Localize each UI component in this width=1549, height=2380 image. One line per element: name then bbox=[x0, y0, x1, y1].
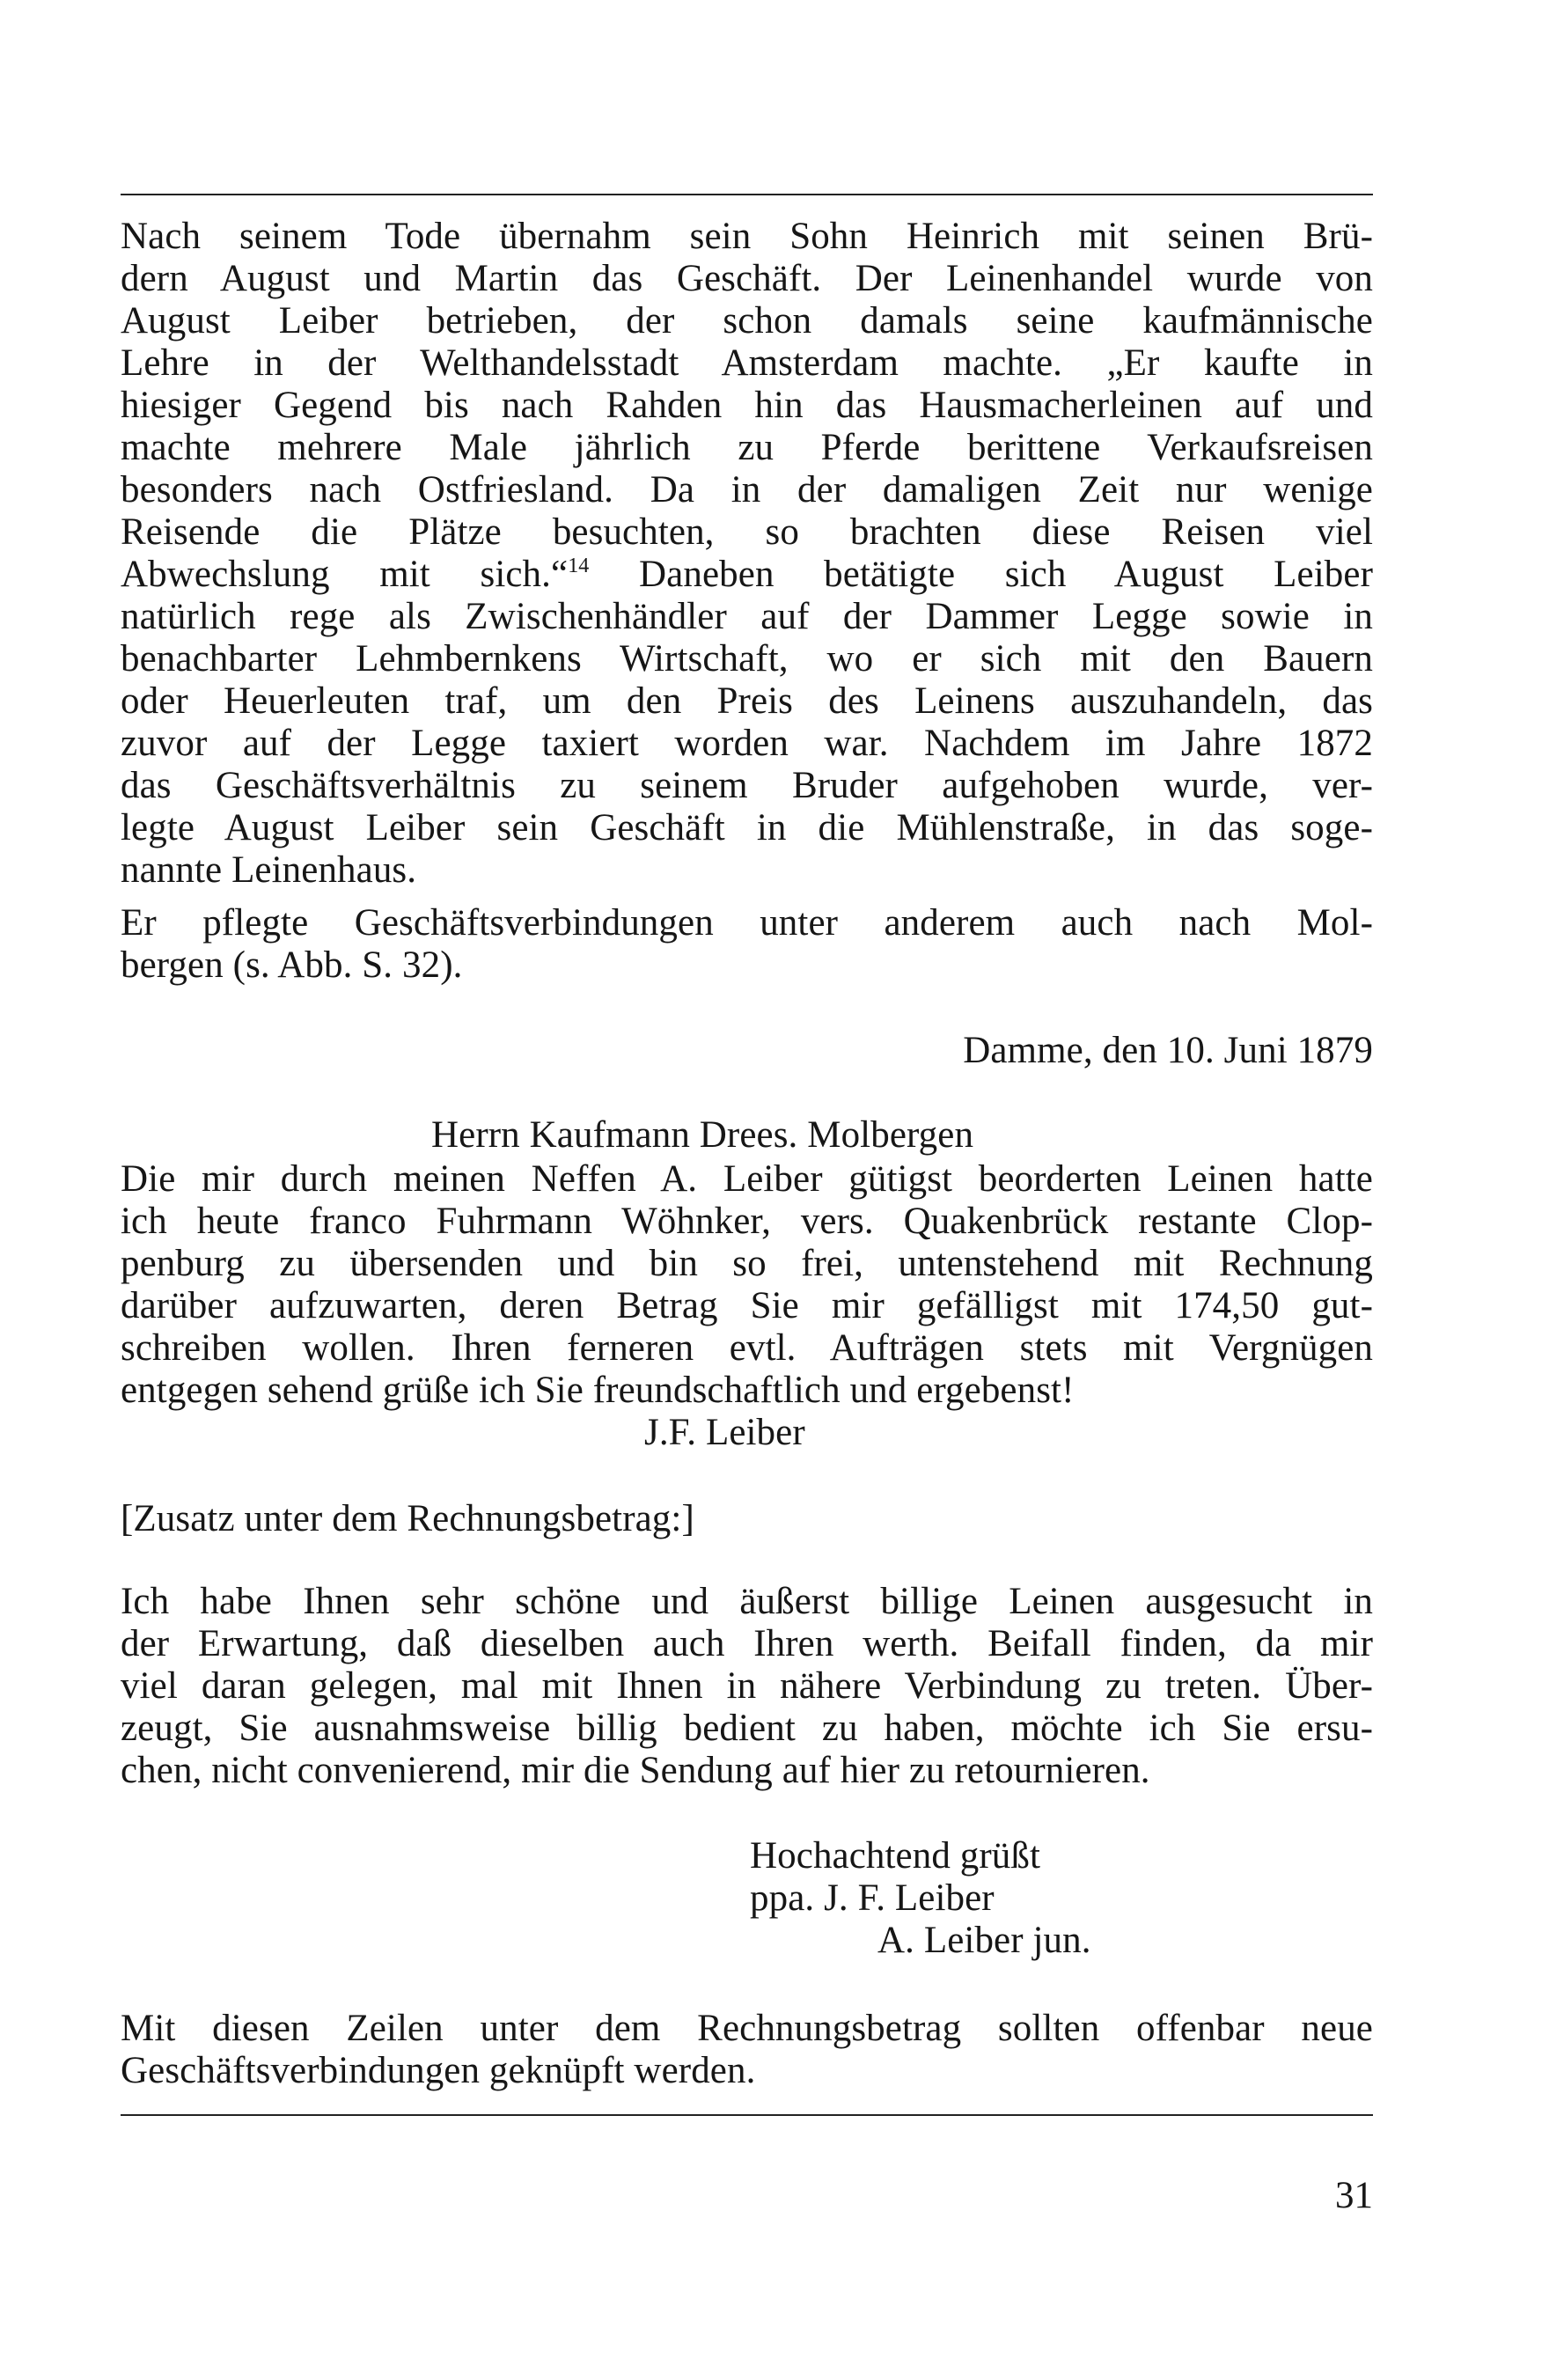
text-line: entgegen sehend grüße ich Sie freundschaftlich und ergebenst! bbox=[121, 1370, 1075, 1411]
closing-line: A. Leiber jun. bbox=[877, 1920, 1091, 1961]
addressee-text: Herrn Kaufmann Drees. Molbergen bbox=[431, 1114, 974, 1156]
addendum-paragraph bbox=[121, 1581, 1373, 1792]
text-line: Ich habe Ihnen sehr schöne und äußerst billige Leinen ausgesucht in bbox=[121, 1581, 1373, 1622]
text-line: Die mir durch meinen Neffen A. Leiber gütigst beorderten Leinen hatte bbox=[121, 1158, 1373, 1200]
text-line: nannte Leinenhaus. bbox=[121, 849, 417, 891]
letter-addressee bbox=[121, 1114, 1373, 1157]
letter-signature bbox=[121, 1412, 1373, 1454]
text-line: darüber aufzuwarten, deren Betrag Sie mir gefälligst mit 174,50 gut- bbox=[121, 1285, 1373, 1326]
text-line: Reisende die Plätze besuchten, so brachten diese Reisen viel bbox=[121, 511, 1373, 553]
text-line: Nach seinem Tode übernahm sein Sohn Heinrich mit seinen Brü- bbox=[121, 216, 1373, 257]
text-line-with-footnote bbox=[121, 554, 1373, 596]
text-line: ich heute franco Fuhrmann Wöhnker, vers. Quakenbrück restante Clop- bbox=[121, 1201, 1373, 1242]
text-line: viel daran gelegen, mal mit Ihnen in nähere Verbindung zu treten. Über- bbox=[121, 1665, 1373, 1707]
page-number: 31 bbox=[1335, 2175, 1373, 2216]
text-line: benachbarter Lehmbernkens Wirtschaft, wo er sich mit den Bauern bbox=[121, 638, 1373, 679]
text-segment: Abwechslung mit sich.“ bbox=[121, 554, 569, 595]
text-line: hiesiger Gegend bis nach Rahden hin das Hausmacherleinen auf und bbox=[121, 385, 1373, 426]
text-line: machte mehrere Male jährlich zu Pferde berittene Verkaufsreisen bbox=[121, 427, 1373, 468]
text-line: penburg zu übersenden und bin so frei, untenstehend mit Rechnung bbox=[121, 1243, 1373, 1284]
top-rule bbox=[121, 194, 1373, 195]
text-line: zuvor auf der Legge taxiert worden war. Nachdem im Jahre 1872 bbox=[121, 723, 1373, 764]
text-line: natürlich rege als Zwischenhändler auf der Dammer Legge sowie in bbox=[121, 596, 1373, 637]
footnote-reference: 14 bbox=[568, 555, 590, 577]
text-line: dern August und Martin das Geschäft. Der Leinenhandel wurde von bbox=[121, 258, 1373, 299]
text-line: legte August Leiber sein Geschäft in die Mühlenstraße, in das soge- bbox=[121, 807, 1373, 848]
text-line: der Erwartung, daß dieselben auch Ihren werth. Beifall finden, da mir bbox=[121, 1623, 1373, 1664]
text-line: Lehre in der Welthandelsstadt Amsterdam machte. „Er kaufte in bbox=[121, 342, 1373, 384]
zusatz-heading: [Zusatz unter dem Rechnungsbetrag:] bbox=[121, 1498, 694, 1539]
letter-dateline: Damme, den 10. Juni 1879 bbox=[963, 1030, 1373, 1071]
text-line: das Geschäftsverhältnis zu seinem Bruder aufgehoben wurde, ver- bbox=[121, 765, 1373, 806]
signature-text: J.F. Leiber bbox=[644, 1412, 805, 1453]
text-line: oder Heuerleuten traf, um den Preis des Leinens auszuhandeln, das bbox=[121, 680, 1373, 722]
text-line: bergen (s. Abb. S. 32). bbox=[121, 944, 463, 986]
text-segment: Daneben betätigte sich August Leiber bbox=[589, 554, 1373, 595]
closing-line: Hochachtend grüßt bbox=[750, 1835, 1041, 1877]
text-line: August Leiber betrieben, der schon damals seine kaufmännische bbox=[121, 300, 1373, 342]
text-line: Geschäftsverbindungen geknüpft werden. bbox=[121, 2050, 756, 2091]
paragraph-leinenhandel bbox=[121, 216, 1373, 892]
text-line: Mit diesen Zeilen unter dem Rechnungsbetrag sollten offenbar neue bbox=[121, 2008, 1373, 2049]
text-line: Er pflegte Geschäftsverbindungen unter anderem auch nach Mol- bbox=[121, 902, 1373, 944]
letter-body bbox=[121, 1158, 1373, 1412]
paragraph-molbergen bbox=[121, 902, 1373, 987]
text-line: schreiben wollen. Ihren ferneren evtl. Aufträgen stets mit Vergnügen bbox=[121, 1327, 1373, 1369]
closing-line: ppa. J. F. Leiber bbox=[750, 1877, 995, 1919]
bottom-rule bbox=[121, 2114, 1373, 2116]
concluding-paragraph bbox=[121, 2008, 1373, 2092]
letter-closing bbox=[121, 1835, 1373, 1962]
text-line: zeugt, Sie ausnahmsweise billig bedient zu haben, möchte ich Sie ersu- bbox=[121, 1708, 1373, 1749]
text-line: besonders nach Ostfriesland. Da in der damaligen Zeit nur wenige bbox=[121, 469, 1373, 511]
text-line: chen, nicht convenierend, mir die Sendung auf hier zu retournieren. bbox=[121, 1750, 1150, 1791]
